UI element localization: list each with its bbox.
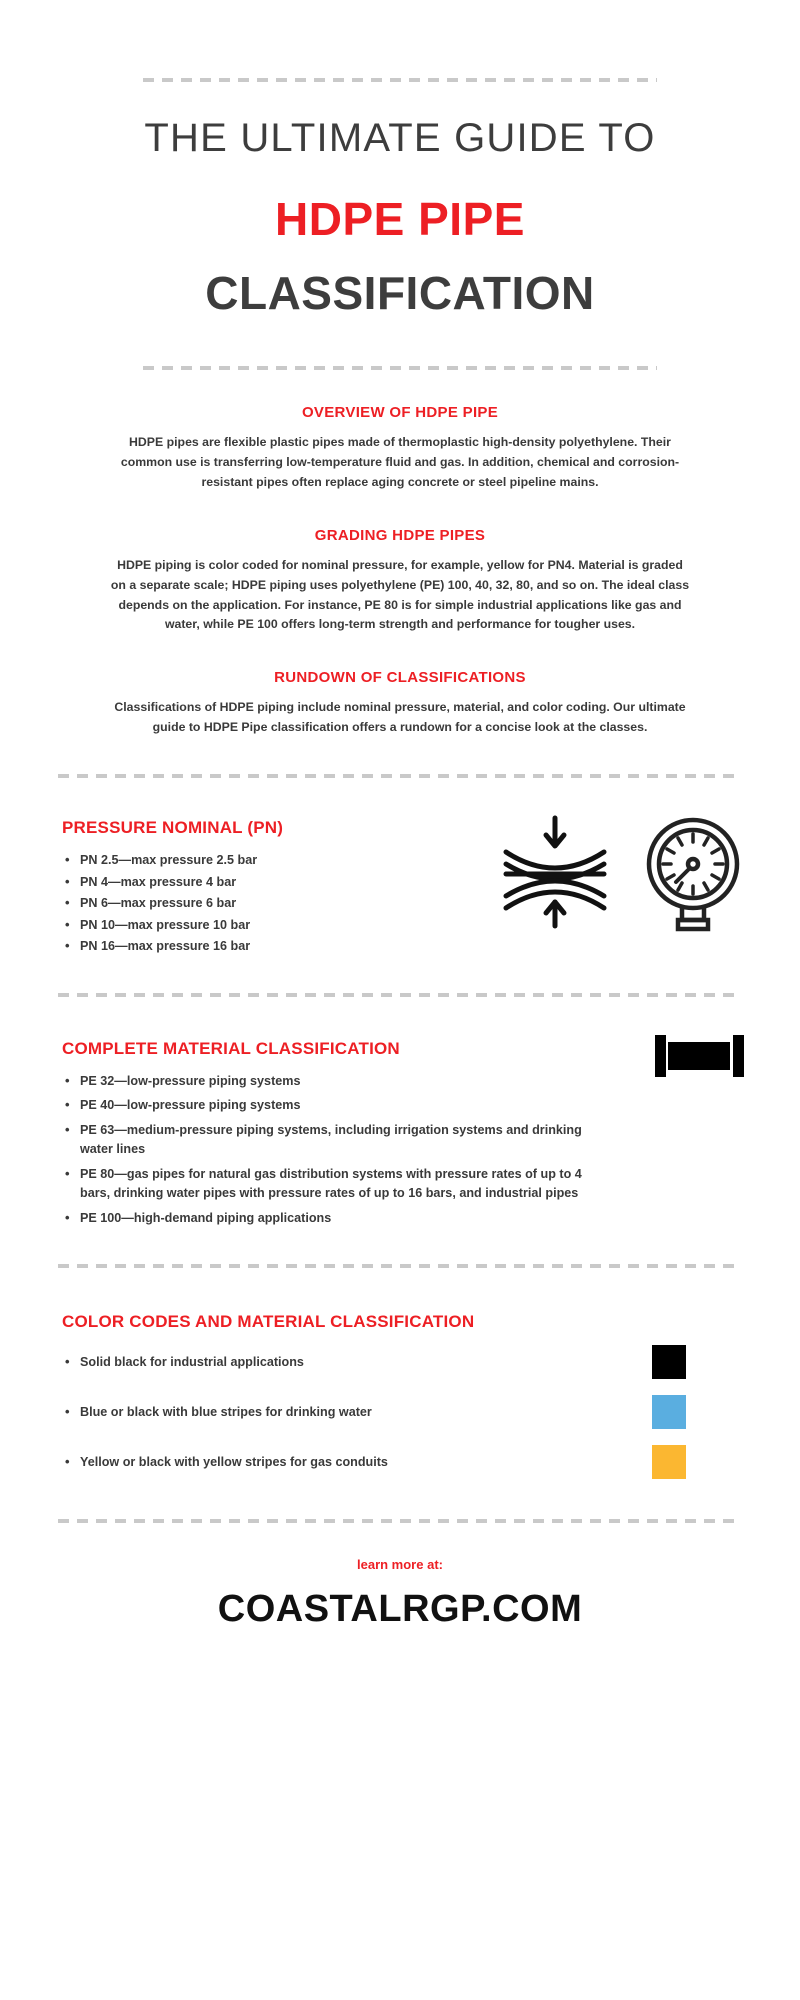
- section-grading: [108, 527, 692, 636]
- top-divider: [143, 78, 657, 82]
- learn-more-label: learn more at:: [357, 1557, 443, 1573]
- pipe-compression-icon: [500, 812, 610, 937]
- website-url[interactable]: COASTALRGP.COM: [217, 1588, 583, 1631]
- page-title-line-3: CLASSIFICATION: [205, 267, 595, 319]
- color-swatch-black: [652, 1345, 686, 1379]
- color-code-label: • Solid black for industrial applications: [62, 1355, 304, 1369]
- section-heading: PRESSURE NOMINAL (PN): [62, 818, 284, 838]
- list-item: • PE 63—medium-pressure piping systems, including irrigation systems and drinking water lines: [62, 1121, 582, 1160]
- color-code-row: [62, 1395, 738, 1429]
- list-item: • PN 10—max pressure 10 bar: [62, 916, 362, 936]
- header-bottom-divider: [143, 366, 657, 370]
- material-classification-list: [62, 1072, 582, 1229]
- page-title-line-2: HDPE PIPE: [275, 193, 525, 245]
- section-body: HDPE pipes are flexible plastic pipes made of thermoplastic high-density polyethylene. Their common use is transferring low-temperature fluid and gas. In addition, chemical and corrosion-resistant pipes often replace aging concrete or steel pipeline mains.: [120, 435, 680, 489]
- header: [0, 0, 800, 370]
- color-code-row: [62, 1445, 738, 1479]
- list-item: • PE 40—low-pressure piping systems: [62, 1096, 582, 1116]
- section-rundown: [108, 669, 692, 738]
- section-heading: OVERVIEW OF HDPE PIPE: [301, 404, 499, 421]
- color-swatch-yellow: [652, 1445, 686, 1479]
- list-item: • PN 6—max pressure 6 bar: [62, 894, 362, 914]
- section-heading: COLOR CODES AND MATERIAL CLASSIFICATION: [62, 1312, 475, 1332]
- section-heading: COMPLETE MATERIAL CLASSIFICATION: [62, 1038, 400, 1058]
- color-code-label: • Yellow or black with yellow stripes for gas conduits: [62, 1455, 388, 1469]
- section-heading: RUNDOWN OF CLASSIFICATIONS: [274, 669, 526, 687]
- divider-before-footer: [58, 1519, 742, 1523]
- pressure-gauge-icon: [638, 812, 748, 937]
- color-swatch-blue: [652, 1395, 686, 1429]
- list-item: • PN 2.5—max pressure 2.5 bar: [62, 851, 362, 871]
- section-body: Classifications of HDPE piping include nominal pressure, material, and color coding. Our ultimate guide to HDPE Pipe classification offers a rundown for a concise look at the classes.: [114, 700, 686, 735]
- section-pressure-nominal: [0, 818, 800, 957]
- divider-before-color-codes: [58, 1264, 742, 1268]
- footer: [0, 1557, 800, 1631]
- list-item: • PE 32—low-pressure piping systems: [62, 1072, 582, 1092]
- section-color-codes: [0, 1312, 800, 1479]
- list-item: • PN 16—max pressure 16 bar: [62, 937, 362, 957]
- intro-sections: [0, 404, 800, 738]
- pressure-nominal-icons: [500, 812, 748, 937]
- section-heading: GRADING HDPE PIPES: [314, 526, 486, 544]
- list-item: • PE 100—high-demand piping applications: [62, 1209, 582, 1229]
- page-title-line-1: THE ULTIMATE GUIDE TO: [144, 116, 656, 160]
- section-overview: [108, 404, 692, 493]
- list-item: • PE 80—gas pipes for natural gas distribution systems with pressure rates of up to 4 bars, drinking water pipes with pressure rates of up to 16 bars, and industrial pipes: [62, 1165, 582, 1204]
- divider-before-material: [58, 993, 742, 997]
- section-body: HDPE piping is color coded for nominal pressure, for example, yellow for PN4. Material is graded on a separate scale; HDPE piping uses polyethylene (PE) 100, 40, 32, 80, and so on. The ideal class depends on the application. For instance, PE 80 is for simple industrial applications like gas and water, while PE 100 offers long-term strength and performance for tougher uses.: [110, 557, 690, 632]
- pressure-nominal-list: [62, 851, 362, 957]
- section-material-classification: [0, 1039, 800, 1229]
- pipe-segment-icon: [653, 1033, 748, 1084]
- color-code-label: • Blue or black with blue stripes for drinking water: [62, 1405, 372, 1419]
- list-item: • PN 4—max pressure 4 bar: [62, 873, 362, 893]
- divider-before-pressure-nominal: [58, 774, 742, 778]
- color-code-row: [62, 1345, 738, 1379]
